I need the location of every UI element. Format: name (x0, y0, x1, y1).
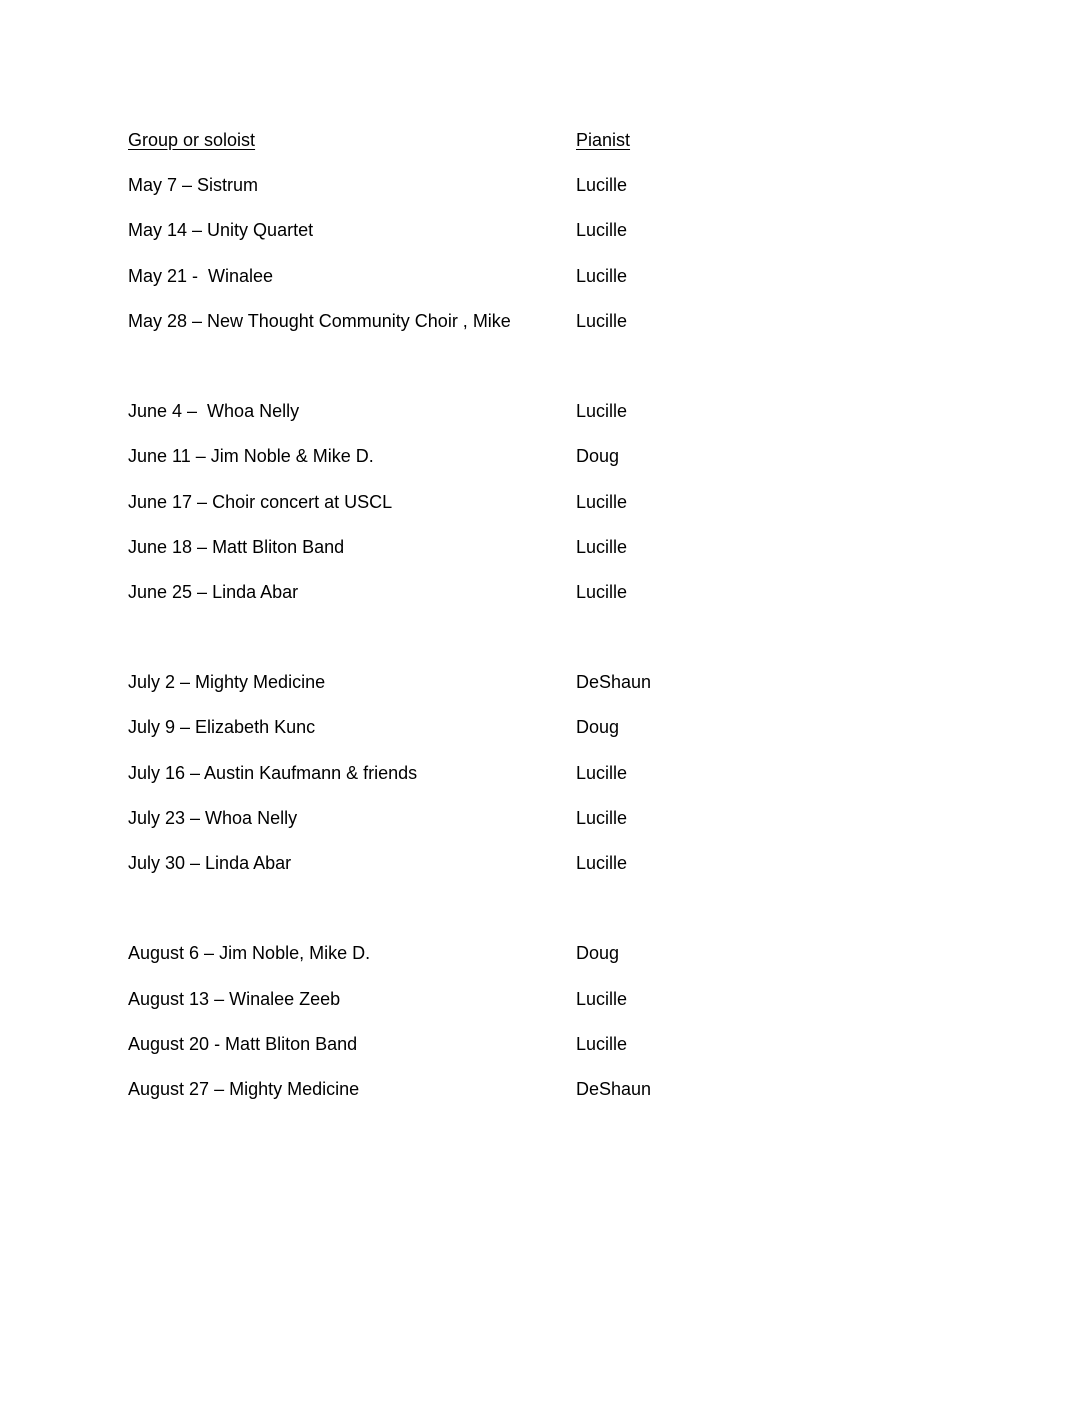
event-cell: June 25 – Linda Abar (128, 581, 299, 602)
event-cell: August 20 - Matt Bliton Band (128, 1033, 358, 1054)
event-cell: June 17 – Choir concert at USCL (128, 491, 393, 512)
group-column-header: Group or soloist (128, 130, 256, 150)
schedule-table (128, 127, 748, 1121)
pianist-cell: Lucille (576, 807, 628, 828)
pianist-cell: Lucille (576, 175, 628, 196)
event-cell: June 4 – Whoa Nelly (128, 401, 300, 422)
event-cell: August 13 – Winalee Zeeb (128, 988, 341, 1009)
schedule-row (128, 443, 748, 488)
pianist-cell: DeShaun (576, 1078, 652, 1099)
month-spacer (128, 895, 748, 940)
pianist-cell: Lucille (576, 536, 628, 557)
schedule-row (128, 986, 748, 1031)
pianist-cell: Lucille (576, 265, 628, 286)
month-spacer (128, 624, 748, 669)
schedule-row (128, 398, 748, 443)
pianist-cell: Lucille (576, 220, 628, 241)
schedule-row (128, 308, 748, 353)
pianist-cell: Lucille (576, 762, 628, 783)
schedule-row (128, 940, 748, 985)
pianist-cell: Doug (576, 717, 620, 738)
schedule-row (128, 534, 748, 579)
pianist-cell: Lucille (576, 401, 628, 422)
schedule-row (128, 579, 748, 624)
schedule-row (128, 1031, 748, 1076)
event-cell: May 7 – Sistrum (128, 175, 259, 196)
event-cell: July 9 – Elizabeth Kunc (128, 717, 316, 738)
event-cell: May 28 – New Thought Community Choir , Mike (128, 310, 511, 331)
pianist-cell: Lucille (576, 310, 628, 331)
event-cell: May 21 - Winalee (128, 265, 274, 286)
pianist-cell: DeShaun (576, 672, 652, 693)
schedule-row (128, 217, 748, 262)
schedule-row (128, 263, 748, 308)
event-cell: July 30 – Linda Abar (128, 853, 292, 873)
event-cell: June 18 – Matt Bliton Band (128, 536, 345, 557)
event-cell: July 2 – Mighty Medicine (128, 672, 326, 693)
schedule-header-row (128, 127, 748, 172)
event-cell: August 27 – Mighty Medicine (128, 1078, 360, 1099)
month-spacer (128, 353, 748, 398)
pianist-cell: Lucille (576, 491, 628, 512)
pianist-cell: Lucille (576, 988, 628, 1009)
schedule-row (128, 714, 748, 759)
month-group-july (128, 669, 748, 895)
schedule-row (128, 172, 748, 217)
event-cell: July 16 – Austin Kaufmann & friends (128, 762, 418, 783)
pianist-cell: Lucille (576, 581, 628, 602)
schedule-row (128, 760, 748, 805)
schedule-row (128, 669, 748, 714)
pianist-cell: Lucille (576, 853, 628, 873)
month-group-august (128, 940, 748, 1121)
event-cell: June 11 – Jim Noble & Mike D. (128, 446, 374, 467)
schedule-row (128, 805, 748, 850)
event-cell: July 23 – Whoa Nelly (128, 807, 298, 828)
month-group-june (128, 398, 748, 624)
pianist-column-header: Pianist (576, 130, 631, 150)
month-group-may (128, 172, 748, 353)
schedule-row (128, 489, 748, 534)
event-cell: August 6 – Jim Noble, Mike D. (128, 943, 371, 964)
pianist-cell: Lucille (576, 1033, 628, 1054)
pianist-cell: Doug (576, 446, 620, 467)
event-cell: May 14 – Unity Quartet (128, 220, 314, 241)
pianist-cell: Doug (576, 943, 620, 964)
schedule-row (128, 1076, 748, 1121)
schedule-row (128, 850, 748, 895)
